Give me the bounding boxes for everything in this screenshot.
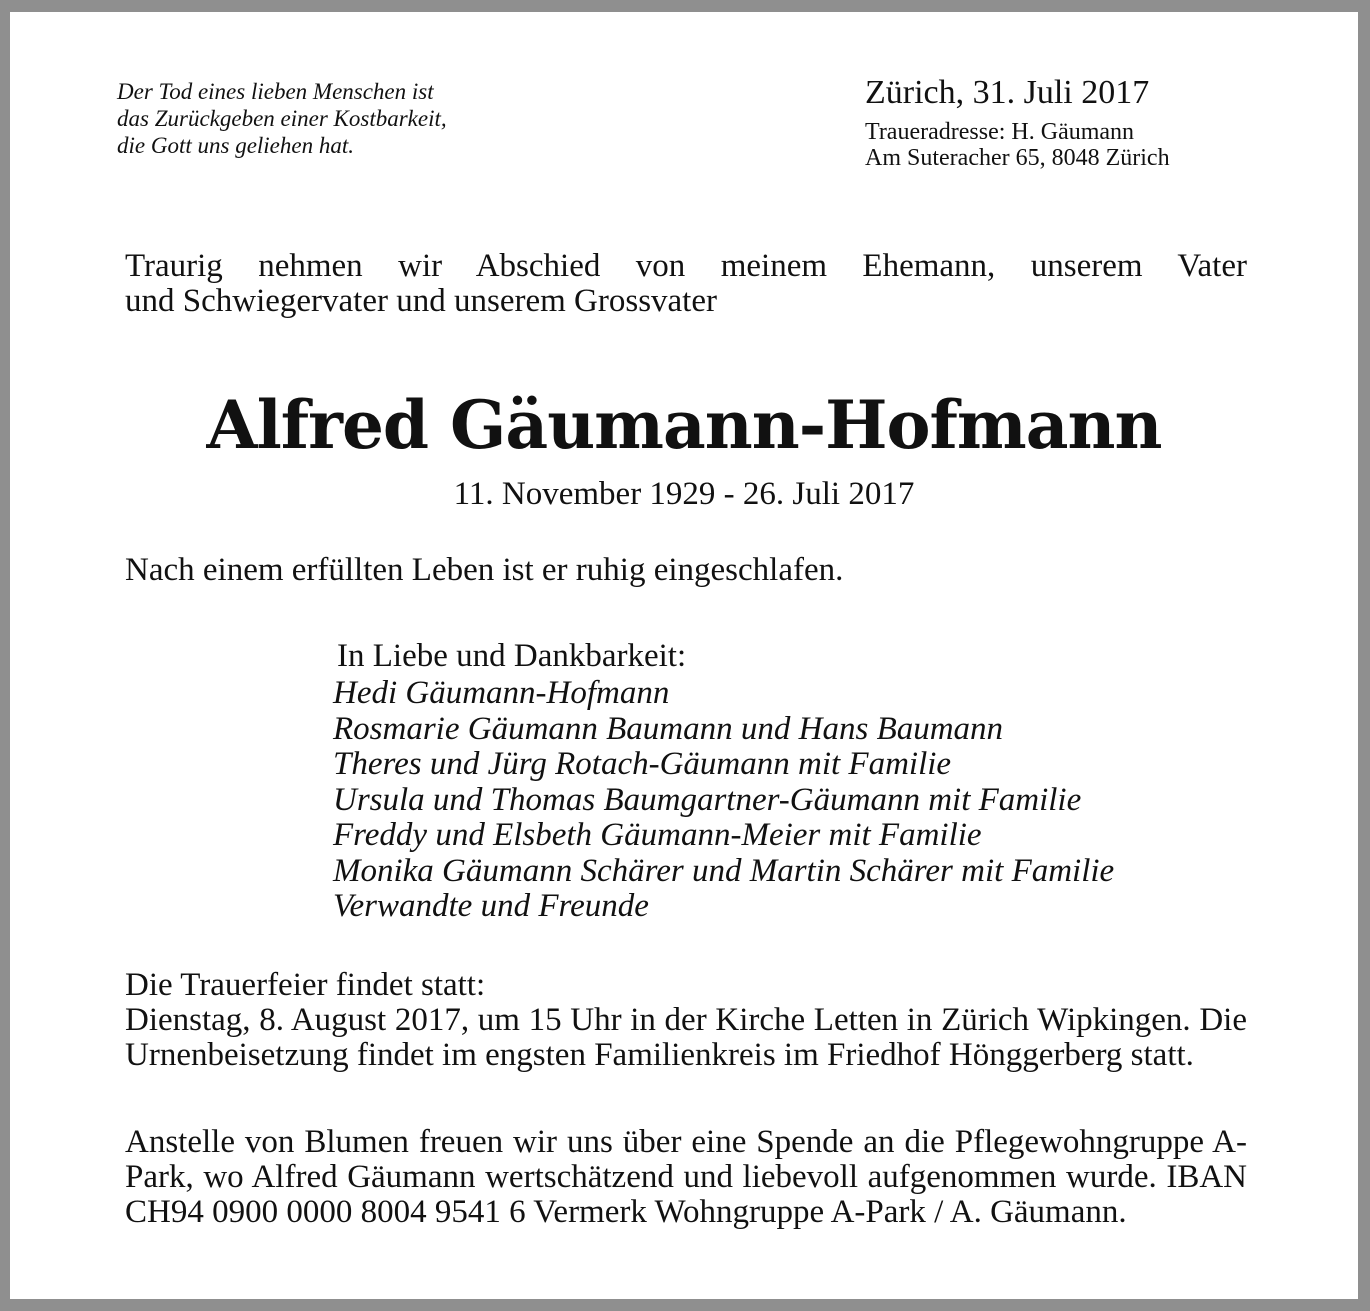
intro-line: Traurig nehmen wir Abschied von meinem Ehemann, unserem Vater [125, 248, 1247, 284]
life-dates: 11. November 1929 - 26. Juli 2017 [453, 476, 915, 512]
quote-line: Der Tod eines lieben Menschen ist [117, 79, 434, 104]
mourners-heading: In Liebe und Dankbarkeit: [337, 638, 687, 674]
mourner-name: Monika Gäumann Schärer und Martin Schärer mit Familie [333, 852, 1115, 889]
mourner-name: Ursula und Thomas Baumgartner-Gäumann mit Familie [333, 781, 1082, 818]
intro-text [125, 249, 1247, 319]
intro-line: und Schwiegervater und unserem Grossvater [125, 283, 717, 319]
ceremony-info [125, 968, 1247, 1073]
place-date: Zürich, 31. Juli 2017 [865, 74, 1150, 111]
donation-info: Anstelle von Blumen freuen wir uns über eine Spende an die Pflegewohngruppe A-Park, wo Alfred Gäumann wertschätzend und liebevoll aufgenommen wurde. IBAN CH94 0900 0000 8004 9541 6 Vermerk Wohngruppe A-Park / A. Gäumann. [125, 1124, 1247, 1230]
ceremony-label: Die Trauerfeier findet statt: [125, 967, 486, 1003]
memorial-quote [117, 78, 577, 159]
mourner-name: Rosmarie Gäumann Baumann und Hans Baumann [333, 710, 1004, 747]
address-line: Traueradresse: H. Gäumann [865, 119, 1135, 145]
mourner-name: Verwandte und Freunde [333, 888, 649, 924]
mourner-name: Theres und Jürg Rotach-Gäumann mit Familie [333, 746, 952, 782]
address-line: Am Suteracher 65, 8048 Zürich [865, 145, 1170, 171]
mourners-list [333, 636, 1273, 925]
quote-line: die Gott uns geliehen hat. [117, 133, 354, 158]
mourner-name: Freddy und Elsbeth Gäumann-Meier mit Familie [333, 817, 982, 853]
mourner-name: Hedi Gäumann-Hofmann [333, 675, 670, 711]
obituary-notice [10, 12, 1358, 1299]
header-place-address [865, 74, 1285, 171]
farewell-statement: Nach einem erfüllten Leben ist er ruhig eingeschlafen. [125, 552, 844, 588]
deceased-name: Alfred Gäumann-Hofmann [206, 386, 1162, 464]
mourning-address [865, 119, 1285, 171]
quote-line: das Zurückgeben einer Kostbarkeit, [117, 106, 447, 131]
ceremony-text: Dienstag, 8. August 2017, um 15 Uhr in der Kirche Letten in Zürich Wipkingen. Die Urnenbeisetzung findet im engsten Familienkreis im Friedhof Hönggerberg statt. [125, 1002, 1247, 1073]
